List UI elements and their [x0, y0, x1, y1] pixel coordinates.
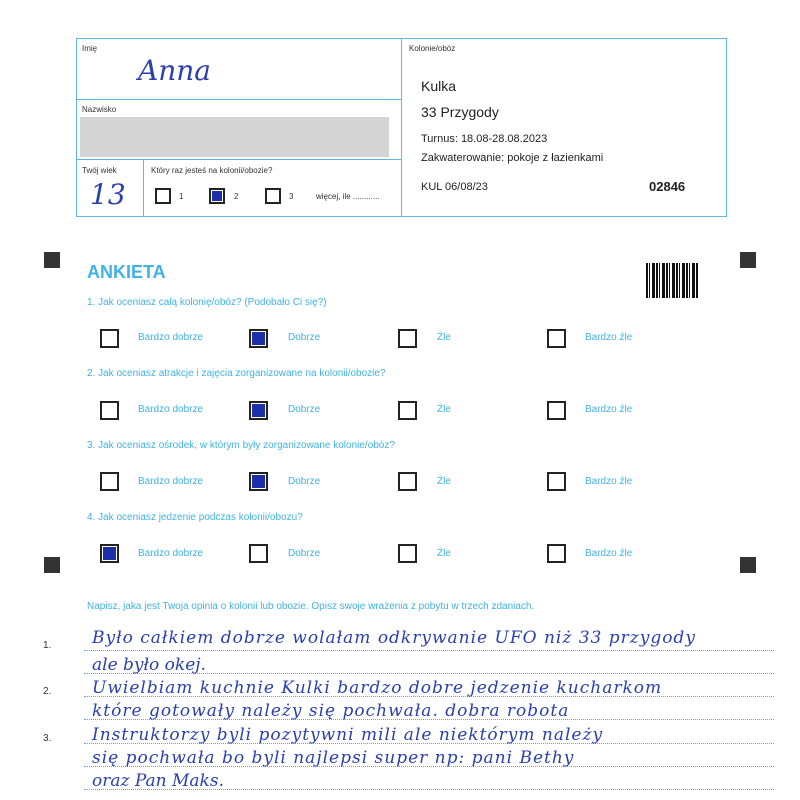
- turnus: Turnus: 18.08-28.08.2023: [421, 133, 548, 145]
- nazwisko-label: Nazwisko: [82, 105, 117, 114]
- opinion-prompt: Napisz, jaka jest Twoja opinia o kolonii lub obozie. Opisz swoje wrażenia z pobytu w trzech zdaniach.: [87, 601, 535, 612]
- checkbox-option-2[interactable]: [209, 188, 225, 204]
- redacted-surname: [80, 117, 389, 157]
- q3-zle-checkbox[interactable]: [398, 472, 417, 491]
- q3-bardzo-dobrze-label: Bardzo dobrze: [138, 476, 204, 487]
- imie-label: Imię: [82, 44, 98, 53]
- writing-line: [84, 650, 774, 651]
- checkbox-option-1[interactable]: [155, 188, 171, 204]
- option-3-label: 3: [289, 192, 294, 201]
- wiek-label: Twój wiek: [82, 166, 117, 175]
- q2-dobrze-checkbox[interactable]: [249, 401, 268, 420]
- q1-dobrze-checkbox[interactable]: [249, 329, 268, 348]
- q2-zle-checkbox[interactable]: [398, 401, 417, 420]
- opinion-line-2: ale było okej.: [92, 655, 206, 675]
- q4-dobrze-label: Dobrze: [288, 548, 321, 559]
- q4-bardzo-zle-checkbox[interactable]: [547, 544, 566, 563]
- q2-bardzo-zle-checkbox[interactable]: [547, 401, 566, 420]
- survey-title: ANKIETA: [87, 262, 166, 282]
- kolonia-name: Kulka: [421, 78, 457, 94]
- question-4: 4. Jak oceniasz jedzenie podczas kolonii/obozu?: [87, 512, 303, 523]
- registration-mark-bl: [44, 557, 60, 573]
- q3-dobrze-label: Dobrze: [288, 476, 321, 487]
- kolonia-code: KUL 06/08/23: [421, 181, 488, 193]
- question-1: 1. Jak oceniasz całą kolonię/obóz? (Podobało Ci się?): [87, 297, 327, 308]
- q2-bardzo-zle-label: Bardzo źle: [585, 404, 633, 415]
- opinion-number-1: 1.: [43, 640, 52, 651]
- opinion-line-3: Uwielbiam kuchnie Kulki bardzo dobre jedzenie kucharkom: [92, 678, 663, 698]
- kolonie-label: Kolonie/obóz: [409, 44, 456, 53]
- q2-bardzo-dobrze-checkbox[interactable]: [100, 401, 119, 420]
- q1-zle-checkbox[interactable]: [398, 329, 417, 348]
- q3-bardzo-zle-checkbox[interactable]: [547, 472, 566, 491]
- registration-mark-tr: [740, 252, 756, 268]
- q3-bardzo-zle-label: Bardzo źle: [585, 476, 633, 487]
- q4-bardzo-dobrze-checkbox[interactable]: [100, 544, 119, 563]
- zakwaterowanie: Zakwaterowanie: pokoje z łazienkami: [421, 152, 604, 164]
- q4-dobrze-checkbox[interactable]: [249, 544, 268, 563]
- header-divider-age: [143, 159, 144, 217]
- q1-bardzo-dobrze-checkbox[interactable]: [100, 329, 119, 348]
- q3-dobrze-checkbox[interactable]: [249, 472, 268, 491]
- form-number: 02846: [649, 179, 686, 194]
- q3-zle-label: Źle: [437, 476, 451, 487]
- q3-bardzo-dobrze-checkbox[interactable]: [100, 472, 119, 491]
- registration-mark-tl: [44, 252, 60, 268]
- barcode: [646, 263, 699, 298]
- wiecej-label: więcej, ile ............: [316, 192, 380, 201]
- wiek-value: 13: [90, 178, 126, 211]
- q4-bardzo-zle-label: Bardzo źle: [585, 548, 633, 559]
- opinion-line-4: które gotowały należy się pochwała. dobra robota: [92, 701, 570, 721]
- opinion-number-3: 3.: [43, 733, 52, 744]
- opinion-line-7: oraz Pan Maks.: [92, 771, 224, 791]
- kolonia-program: 33 Przygody: [421, 104, 499, 120]
- option-1-label: 1: [179, 192, 184, 201]
- question-3: 3. Jak oceniasz ośrodek, w którym były zorganizowane kolonie/obóz?: [87, 440, 395, 451]
- header-divider-vertical: [401, 38, 402, 217]
- q4-bardzo-dobrze-label: Bardzo dobrze: [138, 548, 204, 559]
- option-2-label: 2: [234, 192, 239, 201]
- checkbox-option-3[interactable]: [265, 188, 281, 204]
- q1-bardzo-zle-checkbox[interactable]: [547, 329, 566, 348]
- registration-mark-br: [740, 557, 756, 573]
- q4-zle-label: Źle: [437, 548, 451, 559]
- opinion-number-2: 2.: [43, 686, 52, 697]
- opinion-line-6: się pochwała bo byli najlepsi super np: pani Bethy: [92, 748, 575, 768]
- header-divider-h1: [76, 99, 401, 100]
- q1-zle-label: Źle: [437, 332, 451, 343]
- q4-zle-checkbox[interactable]: [398, 544, 417, 563]
- q1-bardzo-dobrze-label: Bardzo dobrze: [138, 332, 204, 343]
- imie-value: Anna: [138, 54, 211, 87]
- header-divider-h2: [76, 159, 401, 160]
- q2-bardzo-dobrze-label: Bardzo dobrze: [138, 404, 204, 415]
- opinion-line-5: Instruktorzy byli pozytywni mili ale niektórym należy: [92, 725, 604, 745]
- q1-bardzo-zle-label: Bardzo źle: [585, 332, 633, 343]
- ktory-raz-label: Który raz jesteś na kolonii/obozie?: [151, 166, 273, 175]
- q1-dobrze-label: Dobrze: [288, 332, 321, 343]
- question-2: 2. Jak oceniasz atrakcje i zajęcia zorganizowane na kolonii/obozie?: [87, 368, 386, 379]
- q2-dobrze-label: Dobrze: [288, 404, 321, 415]
- q2-zle-label: Źle: [437, 404, 451, 415]
- opinion-line-1: Było całkiem dobrze wolałam odkrywanie UFO niż 33 przygody: [92, 628, 696, 648]
